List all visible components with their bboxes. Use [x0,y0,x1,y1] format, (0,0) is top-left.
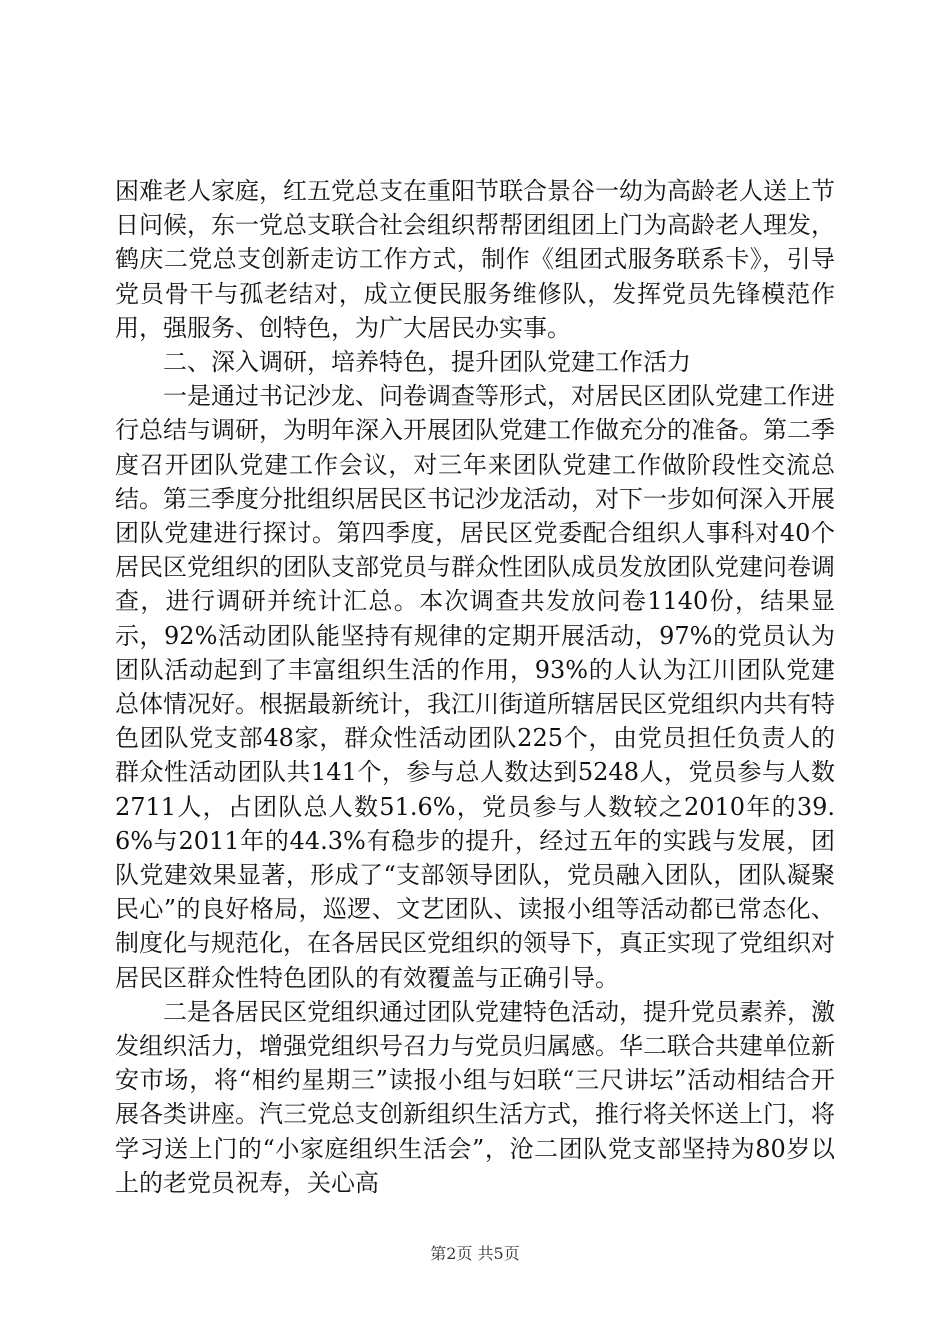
section-heading: 二、深入调研，培养特色，提升团队党建工作活力 [163,348,691,377]
paragraph-continuation: 困难老人家庭，红五党总支在重阳节联合景谷一幼为高龄老人送上节日问候，东一党总支联合社会组织帮帮团组团上门为高龄老人理发，鹤庆二党总支创新走访工作方式，制作《组团式服务联系卡》，引导党员骨干与孤老结对，成立便民服务维修队，发挥党员先锋模范作用，强服务、创特色，为广大居民办实事。 [115,177,835,342]
page-number-footer: 第2页 共5页 [430,1244,520,1263]
paragraph-research: 一是通过书记沙龙、问卷调查等形式，对居民区团队党建工作进行总结与调研，为明年深入开展团队党建工作做充分的准备。第二季度召开团队党建工作会议，对三年来团队党建工作做阶段性交流总结。第三季度分批组织居民区书记沙龙活动，对下一步如何深入开展团队党建进行探讨。第四季度，居民区党委配合组织人事科对40个居民区党组织的团队支部党员与群众性团队成员发放团队党建问卷调查，进行调研并统计汇总。本次调查共发放问卷1140份，结果显示，92%活动团队能坚持有规律的定期开展活动，97%的党员认为团队活动起到了丰富组织生活的作用，93%的人认为江川团队党建总体情况好。根据最新统计，我江川街道所辖居民区党组织内共有特色团队党支部48家，群众性活动团队225个，由党员担任负责人的群众性活动团队共141个，参与总人数达到5248人，党员参与人数2711人，占团队总人数51.6%，党员参与人数较之2010年的39.6%与2011年的44.3%有稳步的提升，经过五年的实践与发展，团队党建效果显著，形成了“支部领导团队，党员融入团队，团队凝聚民心”的良好格局，巡逻、文艺团队、读报小组等活动都已常态化、制度化与规范化，在各居民区党组织的领导下，真正实现了党组织对居民区群众性特色团队的有效覆盖与正确引导。 [115,382,835,992]
document-body [115,174,835,1200]
paragraph-activities: 二是各居民区党组织通过团队党建特色活动，提升党员素养，激发组织活力，增强党组织号召力与党员归属感。华二联合共建单位新安市场，将“相约星期三”读报小组与妇联“三尺讲坛”活动相结合开展各类讲座。汽三党总支创新组织生活方式，推行将关怀送上门，将学习送上门的“小家庭组织生活会”，沧二团队党支部坚持为80岁以上的老党员祝寿，关心高 [115,997,835,1197]
